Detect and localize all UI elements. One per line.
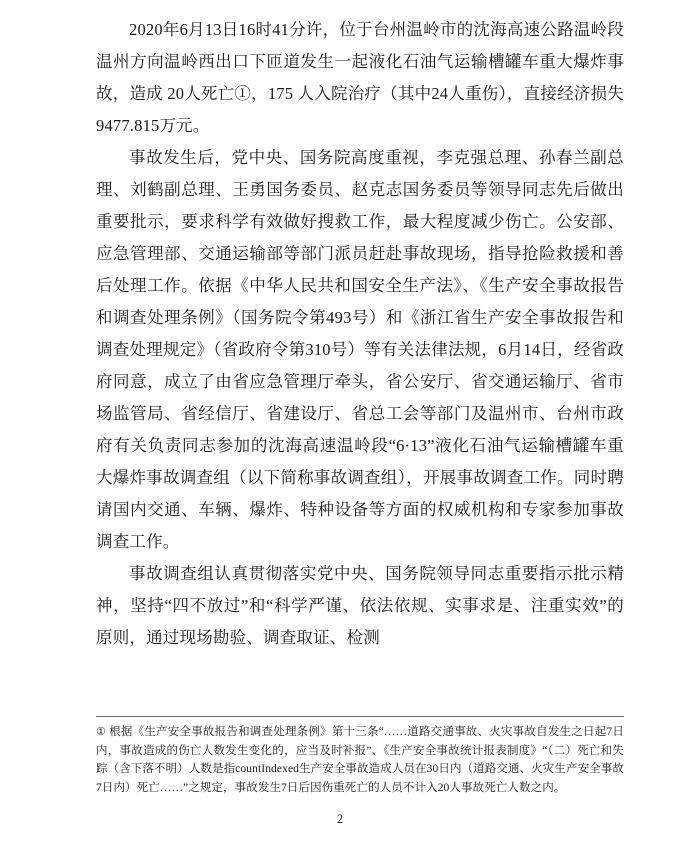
paragraph-1 bbox=[96, 14, 624, 142]
footnote bbox=[96, 723, 624, 797]
paragraph-3 bbox=[96, 558, 624, 654]
paragraph-2 bbox=[96, 142, 624, 558]
paragraph-2-text: 事故发生后，党中央、国务院高度重视，李克强总理、孙春兰副总理、刘鹤副总理、王勇国务委员、赵克志国务委员等领导同志先后做出重要批示，要求科学有效做好搜救工作，最大程度减少伤亡。公安部、应急管理部、交通运输部等部门派员赶赴事故现场，指导抢险救援和善后处理工作。依据《中华人民共和国安全生产法》、《生产安全事故报告和调查处理条例》（国务院令第493号）和《浙江省生产安全事故报告和调查处理规定》（省政府令第310号）等有关法律法规，6月14日，经省政府同意，成立了由省应急管理厅牵头，省公安厅、省交通运输厅、省市场监管局、省经信厅、省建设厅、省总工会等部门及温州市、台州市政府有关负责同志参加的沈海高速温岭段“6·13”液化石油气运输槽罐车重大爆炸事故调查组（以下简称事故调查组），开展事故调查工作。同时聘请国内交通、车辆、爆炸、特种设备等方面的权威机构和专家参加事故调查工作。 bbox=[96, 148, 624, 551]
footnote-marker: ① bbox=[96, 726, 107, 738]
footnote-block bbox=[96, 708, 624, 797]
document-body bbox=[96, 14, 624, 654]
footnote-text: 根据《生产安全事故报告和调查处理条例》第十三条“……道路交通事故、火灾事故自发生之日起7日内，事故造成的伤亡人数发生变化的，应当及时补报”、《生产安全事故统计报表制度》“（二）死亡和失踪（含下落不明）人数是指countIndexed生产安全事故造成人员在30日内（道路交通、火灾生产安全事故7日内）死亡……”之规定，事故发生7日后因伤重死亡的人员不计入20人事故死亡人数之内。 bbox=[96, 726, 624, 794]
footnote-divider bbox=[96, 716, 624, 717]
paragraph-3-text: 事故调查组认真贯彻落实党中央、国务院领导同志重要指示批示精神，坚持“四不放过”和“科学严谨、依法依规、实事求是、注重实效”的原则，通过现场勘验、调查取证、检测 bbox=[96, 564, 624, 647]
paragraph-1-text: 2020年6月13日16时41分许，位于台州温岭市的沈海高速公路温岭段温州方向温岭西出口下匝道发生一起液化石油气运输槽罐车重大爆炸事故，造成 20人死亡①，175 人入院治疗（其中24人重伤），直接经济损失9477.815万元。 bbox=[96, 20, 624, 135]
page-number: 2 bbox=[336, 812, 344, 826]
footnote-paragraph bbox=[96, 723, 624, 797]
